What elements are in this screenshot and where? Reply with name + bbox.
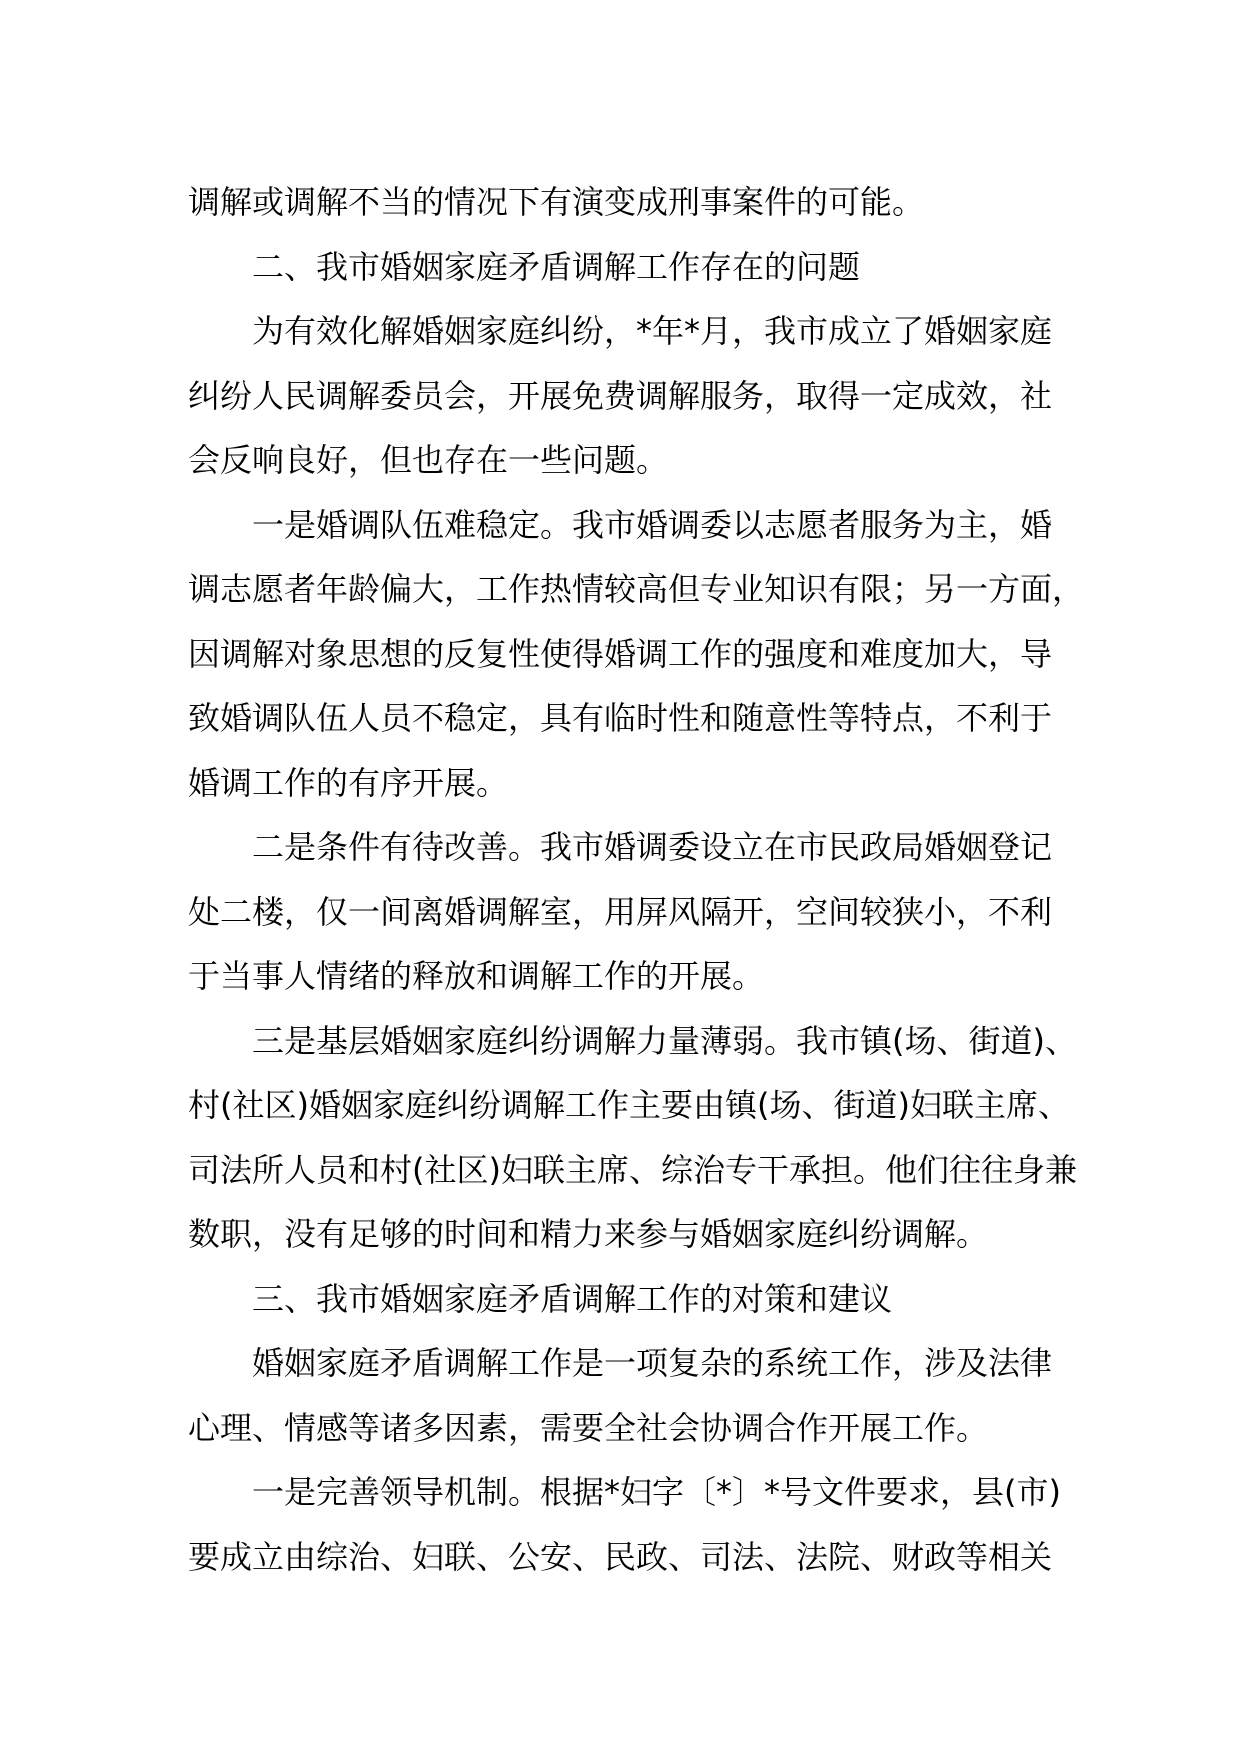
text-line: 处二楼，仅一间离婚调解室，用屏风隔开，空间较狭小，不利 bbox=[188, 892, 1053, 931]
text-line: 三是基层婚姻家庭纠纷调解力量薄弱。我市镇(场、街道)、 bbox=[252, 1021, 1077, 1060]
text-line: 村(社区)婚姻家庭纠纷调解工作主要由镇(场、街道)妇联主席、 bbox=[188, 1086, 1070, 1124]
text-line: 一是婚调队伍难稳定。我市婚调委以志愿者服务为主，婚 bbox=[252, 505, 1053, 544]
section-heading-2: 二、我市婚姻家庭矛盾调解工作存在的问题 bbox=[252, 247, 861, 286]
text-line: 要成立由综治、妇联、公安、民政、司法、法院、财政等相关 bbox=[188, 1537, 1053, 1576]
text-line: 一是完善领导机制。根据*妇字〔*〕*号文件要求，县(市) bbox=[252, 1473, 1061, 1511]
text-line: 调解或调解不当的情况下有演变成刑事案件的可能。 bbox=[188, 183, 925, 221]
document-body bbox=[188, 170, 1085, 1589]
text-line: 纠纷人民调解委员会，开展免费调解服务，取得一定成效，社 bbox=[188, 376, 1053, 415]
text-line: 婚调工作的有序开展。 bbox=[188, 763, 509, 802]
text-line: 会反响良好，但也存在一些问题。 bbox=[188, 441, 669, 479]
text-line: 于当事人情绪的释放和调解工作的开展。 bbox=[188, 957, 765, 995]
text-line: 心理、情感等诸多因素，需要全社会协调合作开展工作。 bbox=[188, 1408, 989, 1447]
text-line: 调志愿者年龄偏大，工作热情较高但专业知识有限；另一方面， bbox=[188, 570, 1085, 608]
text-line: 数职，没有足够的时间和精力来参与婚姻家庭纠纷调解。 bbox=[188, 1215, 989, 1253]
text-line: 二是条件有待改善。我市婚调委设立在市民政局婚姻登记 bbox=[252, 828, 1053, 866]
text-line: 为有效化解婚姻家庭纠纷，*年*月，我市成立了婚姻家庭 bbox=[252, 312, 1053, 350]
text-line: 致婚调队伍人员不稳定，具有临时性和随意性等特点，不利于 bbox=[188, 699, 1053, 737]
text-line: 司法所人员和村(社区)妇联主席、综治专干承担。他们往往身兼 bbox=[188, 1150, 1077, 1189]
section-heading-3: 三、我市婚姻家庭矛盾调解工作的对策和建议 bbox=[252, 1279, 893, 1318]
text-line: 婚姻家庭矛盾调解工作是一项复杂的系统工作，涉及法律 bbox=[252, 1344, 1053, 1382]
text-line: 因调解对象思想的反复性使得婚调工作的强度和难度加大，导 bbox=[188, 634, 1053, 673]
